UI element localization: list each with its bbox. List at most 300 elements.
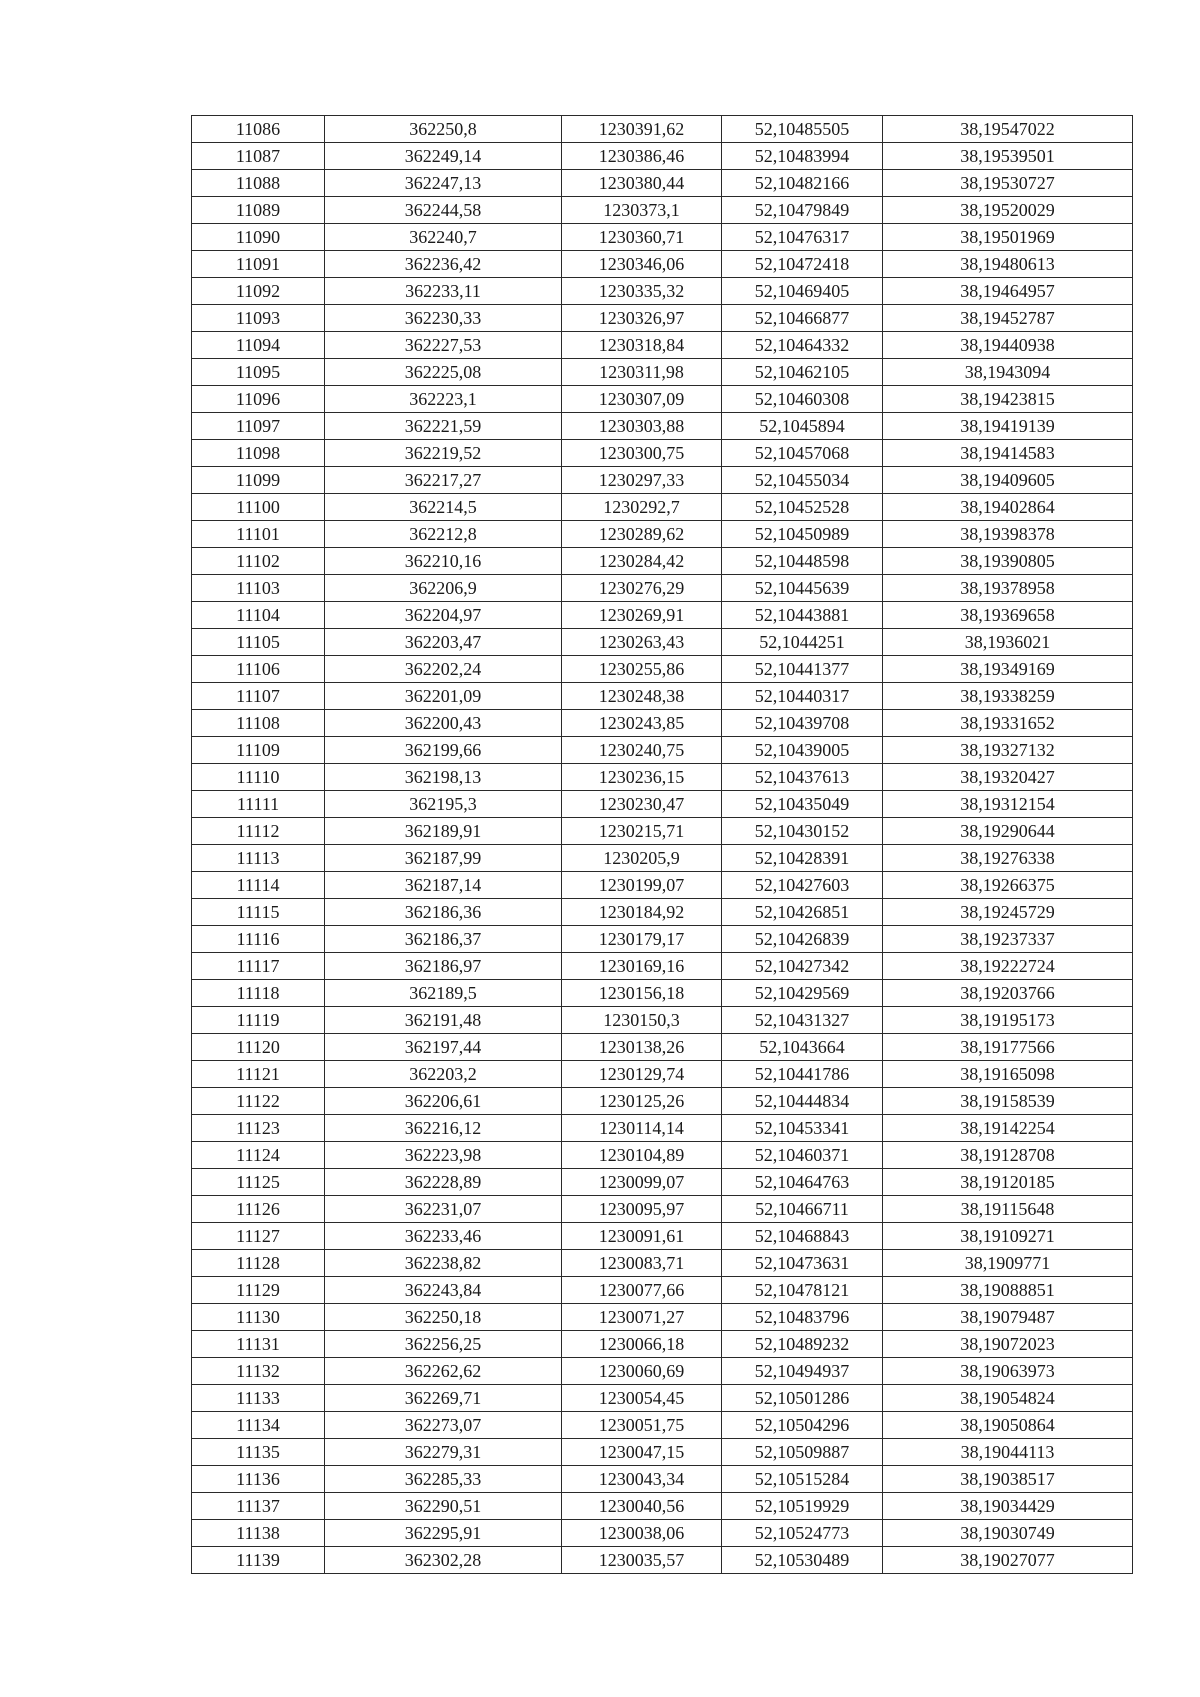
table-row <box>192 1088 1133 1115</box>
y-coordinate-cell: 1230047,15 <box>562 1439 722 1466</box>
point-number-cell: 11086 <box>192 116 325 143</box>
y-coordinate-cell: 1230373,1 <box>562 197 722 224</box>
longitude-cell: 38,19520029 <box>883 197 1133 224</box>
y-coordinate-cell: 1230215,71 <box>562 818 722 845</box>
y-coordinate-cell: 1230179,17 <box>562 926 722 953</box>
table-row <box>192 251 1133 278</box>
y-coordinate-cell: 1230269,91 <box>562 602 722 629</box>
longitude-cell: 38,19464957 <box>883 278 1133 305</box>
point-number-cell: 11090 <box>192 224 325 251</box>
table-row <box>192 440 1133 467</box>
latitude-cell: 52,1045894 <box>722 413 883 440</box>
table-row <box>192 1466 1133 1493</box>
point-number-cell: 11109 <box>192 737 325 764</box>
x-coordinate-cell: 362206,61 <box>325 1088 562 1115</box>
longitude-cell: 38,19027077 <box>883 1547 1133 1574</box>
y-coordinate-cell: 1230276,29 <box>562 575 722 602</box>
table-row <box>192 791 1133 818</box>
longitude-cell: 38,19050864 <box>883 1412 1133 1439</box>
latitude-cell: 52,10515284 <box>722 1466 883 1493</box>
x-coordinate-cell: 362236,42 <box>325 251 562 278</box>
x-coordinate-cell: 362269,71 <box>325 1385 562 1412</box>
point-number-cell: 11111 <box>192 791 325 818</box>
x-coordinate-cell: 362249,14 <box>325 143 562 170</box>
y-coordinate-cell: 1230156,18 <box>562 980 722 1007</box>
x-coordinate-cell: 362187,99 <box>325 845 562 872</box>
x-coordinate-cell: 362223,98 <box>325 1142 562 1169</box>
latitude-cell: 52,10450989 <box>722 521 883 548</box>
latitude-cell: 52,10427603 <box>722 872 883 899</box>
x-coordinate-cell: 362206,9 <box>325 575 562 602</box>
point-number-cell: 11125 <box>192 1169 325 1196</box>
longitude-cell: 38,19440938 <box>883 332 1133 359</box>
latitude-cell: 52,1043664 <box>722 1034 883 1061</box>
table-row <box>192 1412 1133 1439</box>
longitude-cell: 38,19063973 <box>883 1358 1133 1385</box>
point-number-cell: 11093 <box>192 305 325 332</box>
table-row <box>192 629 1133 656</box>
point-number-cell: 11124 <box>192 1142 325 1169</box>
point-number-cell: 11104 <box>192 602 325 629</box>
latitude-cell: 52,10464332 <box>722 332 883 359</box>
x-coordinate-cell: 362221,59 <box>325 413 562 440</box>
y-coordinate-cell: 1230263,43 <box>562 629 722 656</box>
point-number-cell: 11115 <box>192 899 325 926</box>
x-coordinate-cell: 362230,33 <box>325 305 562 332</box>
table-row <box>192 548 1133 575</box>
y-coordinate-cell: 1230129,74 <box>562 1061 722 1088</box>
point-number-cell: 11133 <box>192 1385 325 1412</box>
longitude-cell: 38,19109271 <box>883 1223 1133 1250</box>
table-row <box>192 1115 1133 1142</box>
point-number-cell: 11123 <box>192 1115 325 1142</box>
y-coordinate-cell: 1230289,62 <box>562 521 722 548</box>
x-coordinate-cell: 362197,44 <box>325 1034 562 1061</box>
x-coordinate-cell: 362223,1 <box>325 386 562 413</box>
table-row <box>192 521 1133 548</box>
point-number-cell: 11088 <box>192 170 325 197</box>
y-coordinate-cell: 1230184,92 <box>562 899 722 926</box>
point-number-cell: 11103 <box>192 575 325 602</box>
point-number-cell: 11120 <box>192 1034 325 1061</box>
table-row <box>192 170 1133 197</box>
latitude-cell: 52,1044251 <box>722 629 883 656</box>
point-number-cell: 11097 <box>192 413 325 440</box>
point-number-cell: 11119 <box>192 1007 325 1034</box>
longitude-cell: 38,19177566 <box>883 1034 1133 1061</box>
point-number-cell: 11135 <box>192 1439 325 1466</box>
longitude-cell: 38,19320427 <box>883 764 1133 791</box>
point-number-cell: 11099 <box>192 467 325 494</box>
coordinates-table-body <box>192 116 1133 1574</box>
y-coordinate-cell: 1230300,75 <box>562 440 722 467</box>
x-coordinate-cell: 362231,07 <box>325 1196 562 1223</box>
longitude-cell: 38,19195173 <box>883 1007 1133 1034</box>
longitude-cell: 38,1909771 <box>883 1250 1133 1277</box>
y-coordinate-cell: 1230360,71 <box>562 224 722 251</box>
latitude-cell: 52,10437613 <box>722 764 883 791</box>
latitude-cell: 52,10489232 <box>722 1331 883 1358</box>
x-coordinate-cell: 362195,3 <box>325 791 562 818</box>
latitude-cell: 52,10460371 <box>722 1142 883 1169</box>
latitude-cell: 52,10439708 <box>722 710 883 737</box>
x-coordinate-cell: 362186,37 <box>325 926 562 953</box>
longitude-cell: 38,19072023 <box>883 1331 1133 1358</box>
longitude-cell: 38,1936021 <box>883 629 1133 656</box>
table-row <box>192 602 1133 629</box>
table-row <box>192 143 1133 170</box>
table-row <box>192 1061 1133 1088</box>
x-coordinate-cell: 362217,27 <box>325 467 562 494</box>
x-coordinate-cell: 362219,52 <box>325 440 562 467</box>
latitude-cell: 52,10435049 <box>722 791 883 818</box>
y-coordinate-cell: 1230150,3 <box>562 1007 722 1034</box>
longitude-cell: 38,19120185 <box>883 1169 1133 1196</box>
x-coordinate-cell: 362247,13 <box>325 170 562 197</box>
table-row <box>192 278 1133 305</box>
x-coordinate-cell: 362225,08 <box>325 359 562 386</box>
point-number-cell: 11116 <box>192 926 325 953</box>
longitude-cell: 38,19054824 <box>883 1385 1133 1412</box>
longitude-cell: 38,19222724 <box>883 953 1133 980</box>
longitude-cell: 38,19539501 <box>883 143 1133 170</box>
coordinates-table <box>191 115 1133 1574</box>
point-number-cell: 11118 <box>192 980 325 1007</box>
table-row <box>192 953 1133 980</box>
latitude-cell: 52,10462105 <box>722 359 883 386</box>
x-coordinate-cell: 362233,46 <box>325 1223 562 1250</box>
y-coordinate-cell: 1230284,42 <box>562 548 722 575</box>
latitude-cell: 52,10482166 <box>722 170 883 197</box>
longitude-cell: 38,19369658 <box>883 602 1133 629</box>
y-coordinate-cell: 1230043,34 <box>562 1466 722 1493</box>
longitude-cell: 38,19414583 <box>883 440 1133 467</box>
latitude-cell: 52,10453341 <box>722 1115 883 1142</box>
latitude-cell: 52,10501286 <box>722 1385 883 1412</box>
table-row <box>192 197 1133 224</box>
table-row <box>192 1250 1133 1277</box>
x-coordinate-cell: 362279,31 <box>325 1439 562 1466</box>
x-coordinate-cell: 362210,16 <box>325 548 562 575</box>
point-number-cell: 11117 <box>192 953 325 980</box>
latitude-cell: 52,10455034 <box>722 467 883 494</box>
latitude-cell: 52,10466711 <box>722 1196 883 1223</box>
table-row <box>192 1331 1133 1358</box>
latitude-cell: 52,10466877 <box>722 305 883 332</box>
y-coordinate-cell: 1230311,98 <box>562 359 722 386</box>
table-row <box>192 764 1133 791</box>
latitude-cell: 52,10473631 <box>722 1250 883 1277</box>
x-coordinate-cell: 362243,84 <box>325 1277 562 1304</box>
point-number-cell: 11105 <box>192 629 325 656</box>
y-coordinate-cell: 1230391,62 <box>562 116 722 143</box>
y-coordinate-cell: 1230255,86 <box>562 656 722 683</box>
table-row <box>192 224 1133 251</box>
table-row <box>192 359 1133 386</box>
latitude-cell: 52,10494937 <box>722 1358 883 1385</box>
table-row <box>192 1277 1133 1304</box>
y-coordinate-cell: 1230077,66 <box>562 1277 722 1304</box>
table-row <box>192 1223 1133 1250</box>
longitude-cell: 38,19480613 <box>883 251 1133 278</box>
y-coordinate-cell: 1230038,06 <box>562 1520 722 1547</box>
x-coordinate-cell: 362233,11 <box>325 278 562 305</box>
table-row <box>192 1493 1133 1520</box>
longitude-cell: 38,19034429 <box>883 1493 1133 1520</box>
x-coordinate-cell: 362212,8 <box>325 521 562 548</box>
latitude-cell: 52,10469405 <box>722 278 883 305</box>
point-number-cell: 11122 <box>192 1088 325 1115</box>
latitude-cell: 52,10472418 <box>722 251 883 278</box>
point-number-cell: 11095 <box>192 359 325 386</box>
x-coordinate-cell: 362216,12 <box>325 1115 562 1142</box>
x-coordinate-cell: 362189,91 <box>325 818 562 845</box>
x-coordinate-cell: 362200,43 <box>325 710 562 737</box>
latitude-cell: 52,10431327 <box>722 1007 883 1034</box>
table-row <box>192 1196 1133 1223</box>
longitude-cell: 38,19115648 <box>883 1196 1133 1223</box>
longitude-cell: 38,19237337 <box>883 926 1133 953</box>
x-coordinate-cell: 362273,07 <box>325 1412 562 1439</box>
point-number-cell: 11113 <box>192 845 325 872</box>
longitude-cell: 38,19398378 <box>883 521 1133 548</box>
latitude-cell: 52,10444834 <box>722 1088 883 1115</box>
x-coordinate-cell: 362204,97 <box>325 602 562 629</box>
y-coordinate-cell: 1230303,88 <box>562 413 722 440</box>
y-coordinate-cell: 1230307,09 <box>562 386 722 413</box>
longitude-cell: 38,19423815 <box>883 386 1133 413</box>
latitude-cell: 52,10504296 <box>722 1412 883 1439</box>
latitude-cell: 52,10464763 <box>722 1169 883 1196</box>
point-number-cell: 11114 <box>192 872 325 899</box>
longitude-cell: 38,19409605 <box>883 467 1133 494</box>
point-number-cell: 11126 <box>192 1196 325 1223</box>
latitude-cell: 52,10426839 <box>722 926 883 953</box>
y-coordinate-cell: 1230292,7 <box>562 494 722 521</box>
table-row <box>192 575 1133 602</box>
y-coordinate-cell: 1230297,33 <box>562 467 722 494</box>
y-coordinate-cell: 1230346,06 <box>562 251 722 278</box>
y-coordinate-cell: 1230040,56 <box>562 1493 722 1520</box>
longitude-cell: 38,1943094 <box>883 359 1133 386</box>
point-number-cell: 11094 <box>192 332 325 359</box>
latitude-cell: 52,10509887 <box>722 1439 883 1466</box>
table-row <box>192 1304 1133 1331</box>
longitude-cell: 38,19452787 <box>883 305 1133 332</box>
point-number-cell: 11128 <box>192 1250 325 1277</box>
latitude-cell: 52,10478121 <box>722 1277 883 1304</box>
x-coordinate-cell: 362202,24 <box>325 656 562 683</box>
point-number-cell: 11087 <box>192 143 325 170</box>
point-number-cell: 11108 <box>192 710 325 737</box>
point-number-cell: 11091 <box>192 251 325 278</box>
longitude-cell: 38,19276338 <box>883 845 1133 872</box>
x-coordinate-cell: 362191,48 <box>325 1007 562 1034</box>
longitude-cell: 38,19158539 <box>883 1088 1133 1115</box>
latitude-cell: 52,10426851 <box>722 899 883 926</box>
table-row <box>192 1385 1133 1412</box>
point-number-cell: 11102 <box>192 548 325 575</box>
x-coordinate-cell: 362199,66 <box>325 737 562 764</box>
point-number-cell: 11092 <box>192 278 325 305</box>
x-coordinate-cell: 362187,14 <box>325 872 562 899</box>
latitude-cell: 52,10428391 <box>722 845 883 872</box>
longitude-cell: 38,19142254 <box>883 1115 1133 1142</box>
latitude-cell: 52,10476317 <box>722 224 883 251</box>
table-row <box>192 116 1133 143</box>
longitude-cell: 38,19327132 <box>883 737 1133 764</box>
x-coordinate-cell: 362186,97 <box>325 953 562 980</box>
longitude-cell: 38,19349169 <box>883 656 1133 683</box>
longitude-cell: 38,19038517 <box>883 1466 1133 1493</box>
table-row <box>192 1358 1133 1385</box>
y-coordinate-cell: 1230083,71 <box>562 1250 722 1277</box>
y-coordinate-cell: 1230104,89 <box>562 1142 722 1169</box>
longitude-cell: 38,19245729 <box>883 899 1133 926</box>
longitude-cell: 38,19402864 <box>883 494 1133 521</box>
x-coordinate-cell: 362240,7 <box>325 224 562 251</box>
y-coordinate-cell: 1230318,84 <box>562 332 722 359</box>
longitude-cell: 38,19203766 <box>883 980 1133 1007</box>
longitude-cell: 38,19030749 <box>883 1520 1133 1547</box>
point-number-cell: 11127 <box>192 1223 325 1250</box>
y-coordinate-cell: 1230243,85 <box>562 710 722 737</box>
point-number-cell: 11089 <box>192 197 325 224</box>
y-coordinate-cell: 1230066,18 <box>562 1331 722 1358</box>
longitude-cell: 38,19331652 <box>883 710 1133 737</box>
x-coordinate-cell: 362302,28 <box>325 1547 562 1574</box>
longitude-cell: 38,19378958 <box>883 575 1133 602</box>
y-coordinate-cell: 1230205,9 <box>562 845 722 872</box>
x-coordinate-cell: 362203,2 <box>325 1061 562 1088</box>
latitude-cell: 52,10483994 <box>722 143 883 170</box>
x-coordinate-cell: 362201,09 <box>325 683 562 710</box>
longitude-cell: 38,19501969 <box>883 224 1133 251</box>
point-number-cell: 11137 <box>192 1493 325 1520</box>
longitude-cell: 38,19044113 <box>883 1439 1133 1466</box>
point-number-cell: 11098 <box>192 440 325 467</box>
table-row <box>192 413 1133 440</box>
point-number-cell: 11130 <box>192 1304 325 1331</box>
x-coordinate-cell: 362295,91 <box>325 1520 562 1547</box>
longitude-cell: 38,19088851 <box>883 1277 1133 1304</box>
longitude-cell: 38,19266375 <box>883 872 1133 899</box>
table-row <box>192 818 1133 845</box>
longitude-cell: 38,19390805 <box>883 548 1133 575</box>
latitude-cell: 52,10524773 <box>722 1520 883 1547</box>
y-coordinate-cell: 1230236,15 <box>562 764 722 791</box>
table-row <box>192 683 1133 710</box>
longitude-cell: 38,19338259 <box>883 683 1133 710</box>
y-coordinate-cell: 1230326,97 <box>562 305 722 332</box>
x-coordinate-cell: 362244,58 <box>325 197 562 224</box>
latitude-cell: 52,10460308 <box>722 386 883 413</box>
point-number-cell: 11139 <box>192 1547 325 1574</box>
latitude-cell: 52,10445639 <box>722 575 883 602</box>
y-coordinate-cell: 1230051,75 <box>562 1412 722 1439</box>
x-coordinate-cell: 362285,33 <box>325 1466 562 1493</box>
point-number-cell: 11107 <box>192 683 325 710</box>
point-number-cell: 11134 <box>192 1412 325 1439</box>
x-coordinate-cell: 362186,36 <box>325 899 562 926</box>
table-row <box>192 899 1133 926</box>
table-row <box>192 1169 1133 1196</box>
longitude-cell: 38,19290644 <box>883 818 1133 845</box>
x-coordinate-cell: 362228,89 <box>325 1169 562 1196</box>
y-coordinate-cell: 1230169,16 <box>562 953 722 980</box>
y-coordinate-cell: 1230054,45 <box>562 1385 722 1412</box>
table-row <box>192 845 1133 872</box>
latitude-cell: 52,10430152 <box>722 818 883 845</box>
x-coordinate-cell: 362227,53 <box>325 332 562 359</box>
longitude-cell: 38,19165098 <box>883 1061 1133 1088</box>
x-coordinate-cell: 362203,47 <box>325 629 562 656</box>
y-coordinate-cell: 1230199,07 <box>562 872 722 899</box>
y-coordinate-cell: 1230071,27 <box>562 1304 722 1331</box>
table-row <box>192 1034 1133 1061</box>
y-coordinate-cell: 1230060,69 <box>562 1358 722 1385</box>
longitude-cell: 38,19530727 <box>883 170 1133 197</box>
latitude-cell: 52,10429569 <box>722 980 883 1007</box>
latitude-cell: 52,10440317 <box>722 683 883 710</box>
table-row <box>192 332 1133 359</box>
y-coordinate-cell: 1230386,46 <box>562 143 722 170</box>
latitude-cell: 52,10441786 <box>722 1061 883 1088</box>
table-row <box>192 737 1133 764</box>
latitude-cell: 52,10519929 <box>722 1493 883 1520</box>
point-number-cell: 11138 <box>192 1520 325 1547</box>
y-coordinate-cell: 1230230,47 <box>562 791 722 818</box>
x-coordinate-cell: 362238,82 <box>325 1250 562 1277</box>
point-number-cell: 11136 <box>192 1466 325 1493</box>
latitude-cell: 52,10439005 <box>722 737 883 764</box>
table-row <box>192 1520 1133 1547</box>
x-coordinate-cell: 362214,5 <box>325 494 562 521</box>
table-row <box>192 656 1133 683</box>
table-row <box>192 305 1133 332</box>
y-coordinate-cell: 1230035,57 <box>562 1547 722 1574</box>
table-row <box>192 386 1133 413</box>
y-coordinate-cell: 1230335,32 <box>562 278 722 305</box>
latitude-cell: 52,10457068 <box>722 440 883 467</box>
point-number-cell: 11106 <box>192 656 325 683</box>
y-coordinate-cell: 1230114,14 <box>562 1115 722 1142</box>
table-row <box>192 1547 1133 1574</box>
table-row <box>192 1142 1133 1169</box>
table-row <box>192 1439 1133 1466</box>
x-coordinate-cell: 362250,8 <box>325 116 562 143</box>
x-coordinate-cell: 362290,51 <box>325 1493 562 1520</box>
table-row <box>192 980 1133 1007</box>
table-row <box>192 926 1133 953</box>
y-coordinate-cell: 1230138,26 <box>562 1034 722 1061</box>
table-row <box>192 872 1133 899</box>
latitude-cell: 52,10530489 <box>722 1547 883 1574</box>
y-coordinate-cell: 1230380,44 <box>562 170 722 197</box>
longitude-cell: 38,19079487 <box>883 1304 1133 1331</box>
latitude-cell: 52,10468843 <box>722 1223 883 1250</box>
y-coordinate-cell: 1230099,07 <box>562 1169 722 1196</box>
y-coordinate-cell: 1230240,75 <box>562 737 722 764</box>
y-coordinate-cell: 1230248,38 <box>562 683 722 710</box>
x-coordinate-cell: 362256,25 <box>325 1331 562 1358</box>
x-coordinate-cell: 362198,13 <box>325 764 562 791</box>
point-number-cell: 11132 <box>192 1358 325 1385</box>
latitude-cell: 52,10483796 <box>722 1304 883 1331</box>
latitude-cell: 52,10485505 <box>722 116 883 143</box>
point-number-cell: 11112 <box>192 818 325 845</box>
latitude-cell: 52,10452528 <box>722 494 883 521</box>
